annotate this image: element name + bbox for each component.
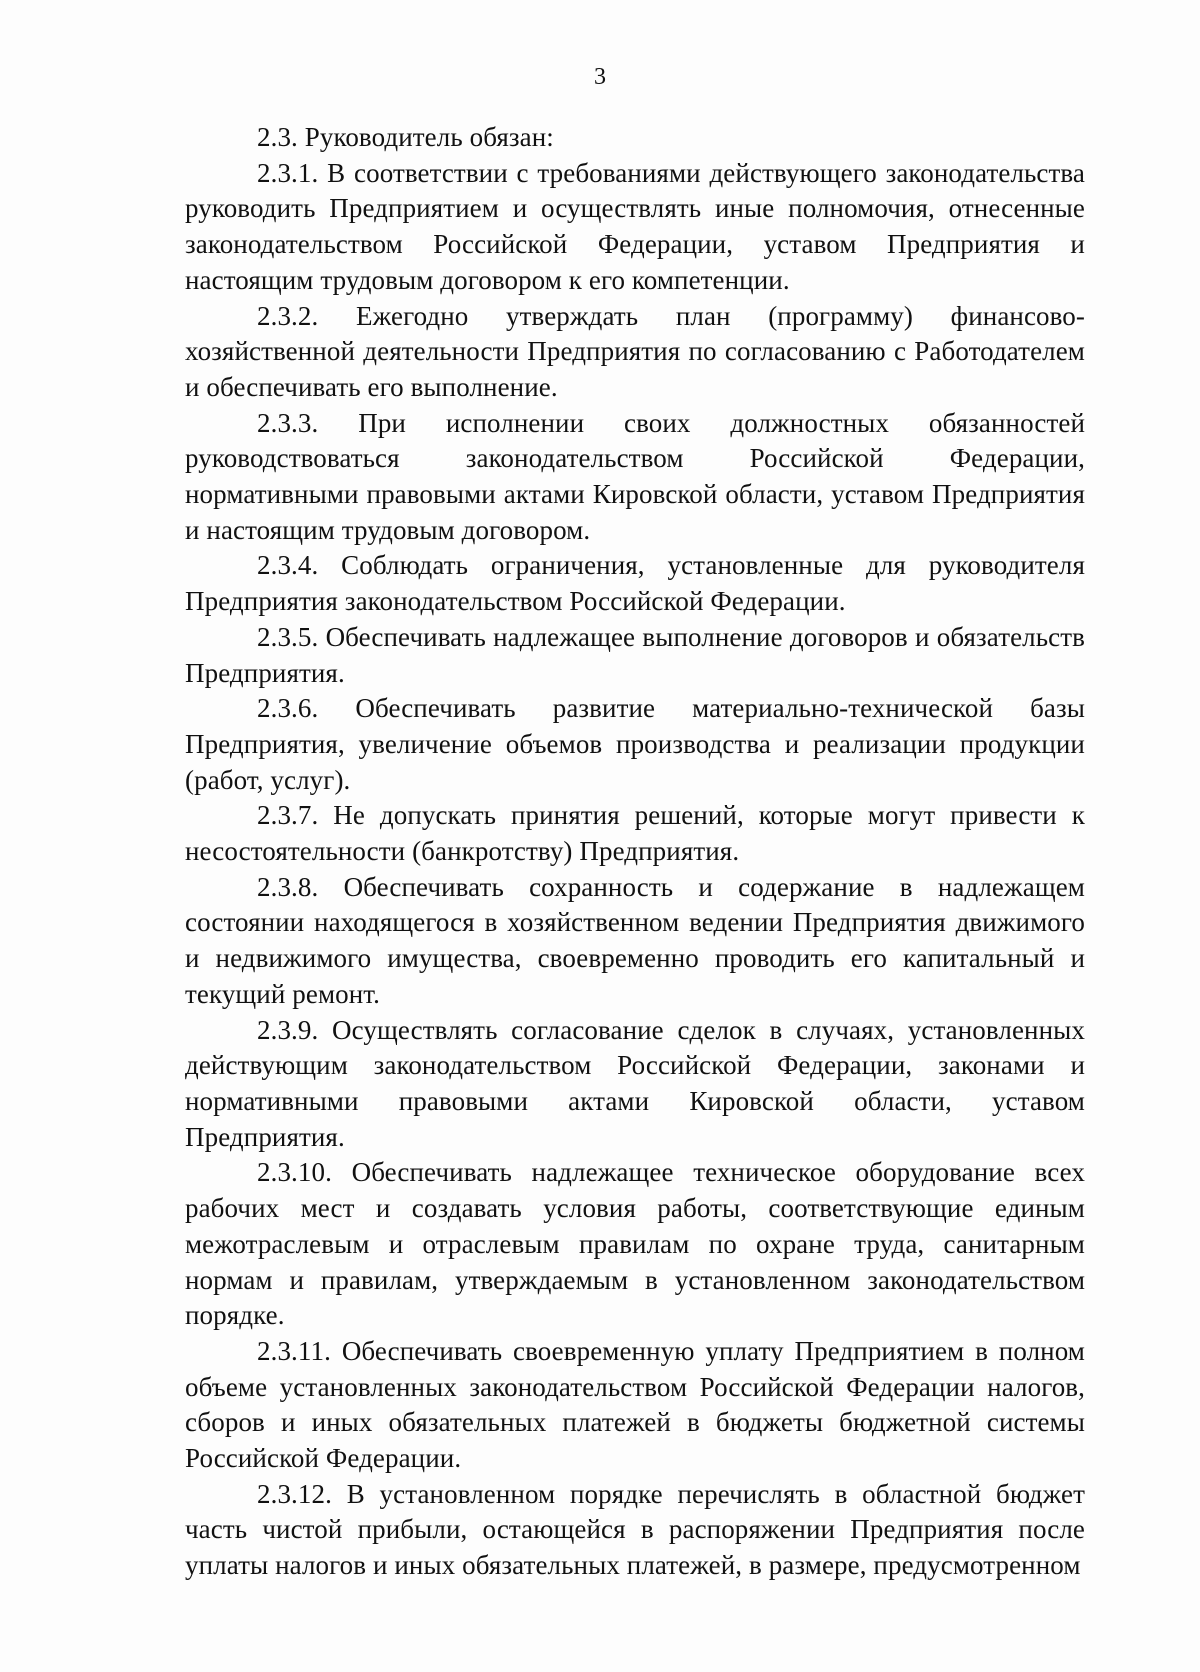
clause-2-3-8: 2.3.8. Обеспечивать сохранность и содержание в надлежащем состоянии находящегося в хозяйственном ведении Предприятия движимого и недвижимого имущества, своевременно проводить его капитальный и текущий ремонт. bbox=[185, 871, 1085, 1009]
page-number: 3 bbox=[594, 64, 606, 90]
section-heading: 2.3. Руководитель обязан: bbox=[257, 122, 554, 152]
clause-2-3-9: 2.3.9. Осуществлять согласование сделок в случаях, установленных действующим законодательством Российской Федерации, законами и нормативными правовыми актами Кировской области, уставом Предприятия. bbox=[185, 1014, 1085, 1152]
clause-2-3-10: 2.3.10. Обеспечивать надлежащее техническое оборудование всех рабочих мест и создавать условия работы, соответствующие единым межотраслевым и отраслевым правилам по охране труда, санитарным нормам и правилам, утверждаемым в установленном законодательством порядке. bbox=[185, 1157, 1085, 1331]
clause-2-3-4: 2.3.4. Соблюдать ограничения, установленные для руководителя Предприятия законодательством Российской Федерации. bbox=[185, 550, 1085, 617]
clause-2-3-6: 2.3.6. Обеспечивать развитие материально-технической базы Предприятия, увеличение объемов производства и реализации продукции (работ, услуг). bbox=[185, 693, 1085, 795]
clause-2-3-12: 2.3.12. В установленном порядке перечислять в областной бюджет часть чистой прибыли, остающейся в распоряжении Предприятия после уплаты налогов и иных обязательных платежей, в размере, предусмотренном bbox=[185, 1478, 1085, 1581]
clause-2-3-11: 2.3.11. Обеспечивать своевременную уплату Предприятием в полном объеме установленных законодательством Российской Федерации налогов, сборов и иных обязательных платежей в бюджеты бюджетной системы Российской Федерации. bbox=[185, 1335, 1085, 1474]
clause-2-3-7: 2.3.7. Не допускать принятия решений, которые могут привести к несостоятельности (банкротству) Предприятия. bbox=[185, 800, 1085, 867]
clause-2-3-3: 2.3.3. При исполнении своих должностных обязанностей руководствоваться законодательством Российской Федерации, нормативными правовыми актами Кировской области, уставом Предприятия и настоящим трудовым договором. bbox=[185, 407, 1085, 545]
document-body bbox=[185, 120, 1085, 1584]
clause-2-3-2: 2.3.2. Ежегодно утверждать план (программу) финансово-хозяйственной деятельности Предприятия по согласованию с Работодателем и обеспечивать его выполнение. bbox=[185, 300, 1085, 402]
clause-2-3-5: 2.3.5. Обеспечивать надлежащее выполнение договоров и обязательств Предприятия. bbox=[185, 621, 1085, 688]
clause-2-3-1: 2.3.1. В соответствии с требованиями действующего законодательства руководить Предприятием и осуществлять иные полномочия, отнесенные законодательством Российской Федерации, уставом Предприятия и настоящим трудовым договором к его компетенции. bbox=[185, 157, 1085, 295]
